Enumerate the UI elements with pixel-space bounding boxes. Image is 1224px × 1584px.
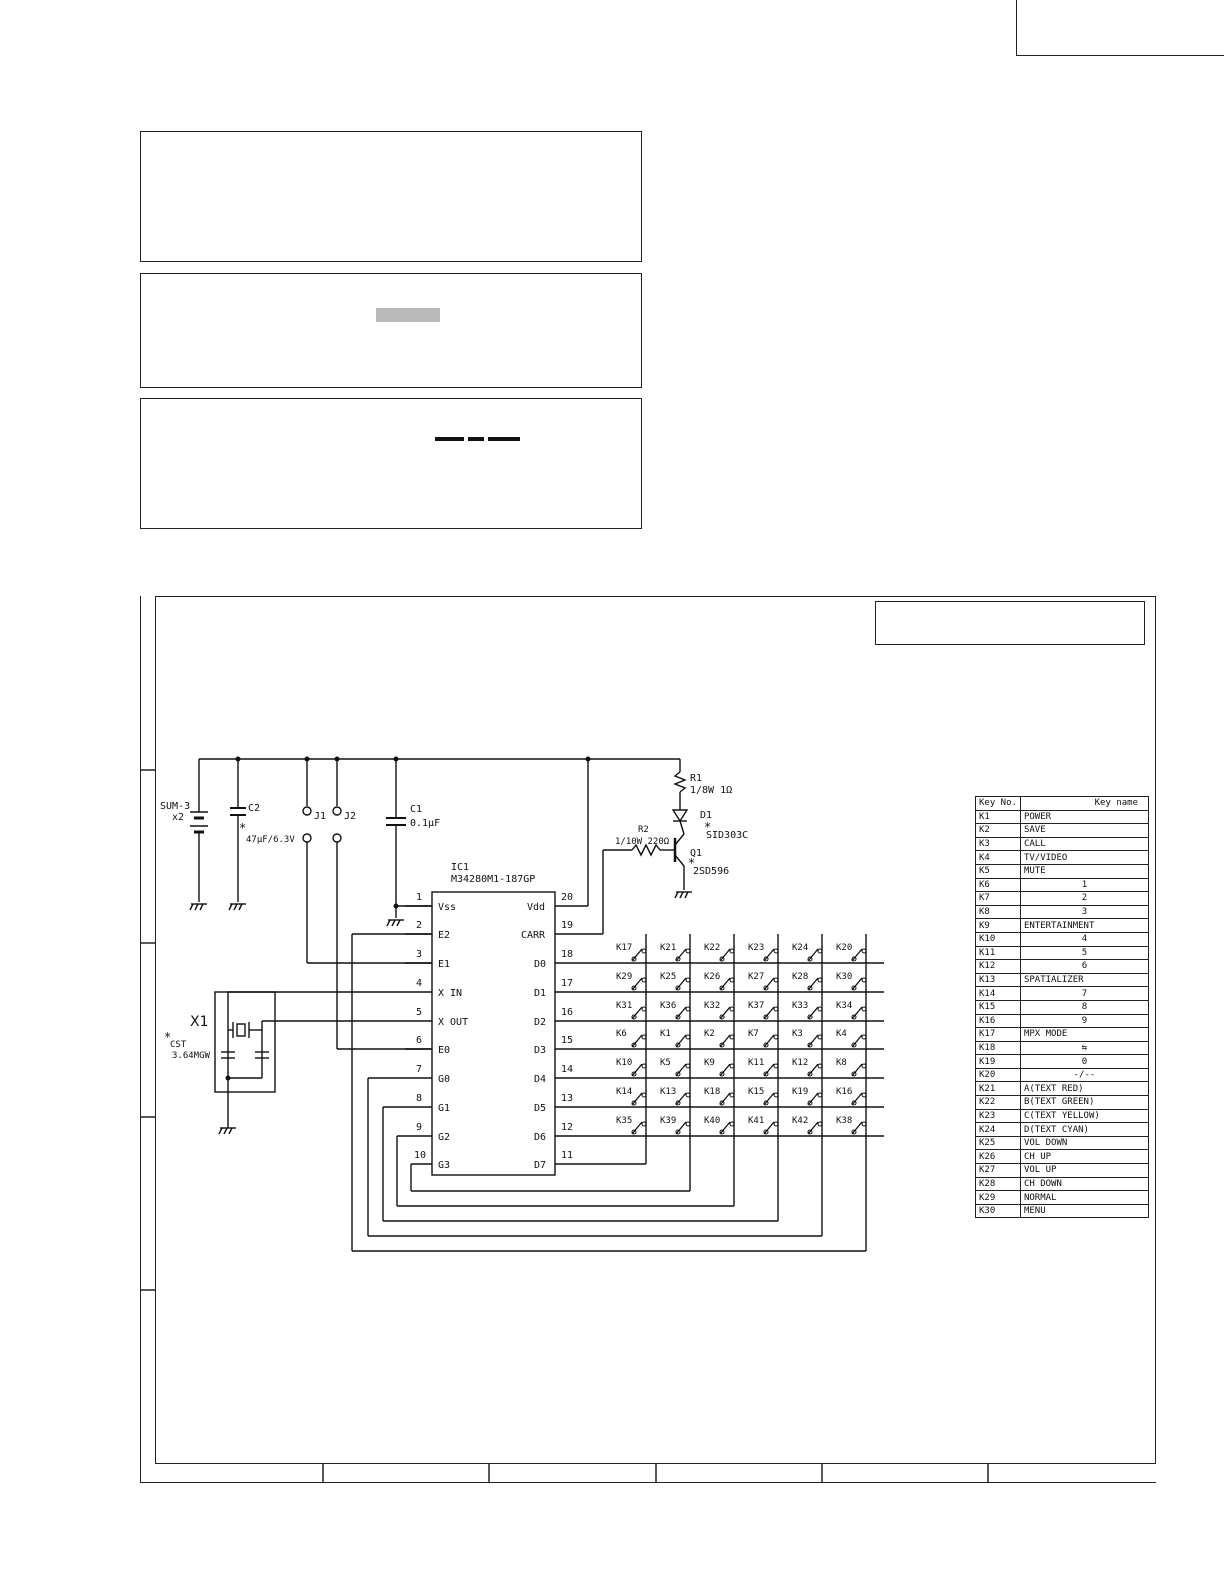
pin-num: 11	[561, 1150, 574, 1161]
d1-star: *	[704, 820, 712, 834]
pin-name: D1	[534, 988, 547, 999]
key-switch	[616, 1087, 646, 1105]
c1-value: 0.1μF	[410, 818, 441, 829]
key-switch-label: K25	[660, 972, 677, 982]
key-name: 9	[1020, 1014, 1148, 1028]
key-name: CH DOWN	[1020, 1177, 1148, 1191]
key-switch-label: K38	[836, 1116, 853, 1126]
key-switch-label: K3	[792, 1029, 803, 1039]
key-number: K5	[976, 864, 1021, 878]
pin-num: 14	[561, 1064, 574, 1075]
key-name: 7	[1020, 987, 1148, 1001]
q1-star: *	[688, 856, 696, 870]
key-switch	[704, 1029, 734, 1047]
pin-name: D2	[534, 1017, 547, 1028]
key-switch-label: K15	[748, 1087, 765, 1097]
key-switch	[836, 972, 866, 990]
pin-name: X OUT	[438, 1017, 469, 1028]
table-row	[976, 824, 1149, 838]
key-switch-label: K7	[748, 1029, 759, 1039]
key-number: K14	[976, 987, 1021, 1001]
key-switch-label: K13	[660, 1087, 677, 1097]
key-switch-label: K19	[792, 1087, 809, 1097]
x1-value: 3.64MGW	[172, 1051, 210, 1061]
key-switch-label: K11	[748, 1058, 765, 1068]
d1-part: SID303C	[706, 830, 749, 841]
j1-label: J1	[314, 811, 327, 822]
pin-name: E2	[438, 930, 451, 941]
key-switch-label: K22	[704, 943, 721, 953]
pin-num: 18	[561, 949, 574, 960]
d1-label: D1	[700, 810, 713, 821]
key-switch-label: K10	[616, 1058, 633, 1068]
key-name: 0	[1020, 1055, 1148, 1069]
key-switch-label: K2	[704, 1029, 715, 1039]
key-switch	[748, 1087, 778, 1105]
table-row	[976, 1055, 1149, 1069]
pin-num: 6	[416, 1035, 423, 1046]
key-switch	[836, 1087, 866, 1105]
key-switch-label: K5	[660, 1058, 671, 1068]
table-row	[976, 851, 1149, 865]
key-switch-label: K1	[660, 1029, 671, 1039]
table-row	[976, 1191, 1149, 1205]
key-number: K9	[976, 919, 1021, 933]
key-name: CH UP	[1020, 1150, 1148, 1164]
r1-value: 1/8W 1Ω	[690, 785, 733, 796]
key-switch-label: K16	[836, 1087, 853, 1097]
key-matrix	[616, 943, 866, 1134]
key-switch	[792, 972, 822, 990]
key-switch-label: K39	[660, 1116, 677, 1126]
r2-value: 1/10W 220Ω	[615, 837, 670, 847]
key-switch-label: K8	[836, 1058, 847, 1068]
table-row	[976, 1000, 1149, 1014]
pin-num: 5	[416, 1007, 423, 1018]
pin-num: 4	[416, 978, 423, 989]
key-switch-label: K37	[748, 1001, 765, 1011]
pin-num: 1	[416, 892, 423, 903]
pin-num: 19	[561, 920, 574, 931]
r2-label: R2	[638, 825, 649, 835]
pin-name: D5	[534, 1103, 547, 1114]
table-row	[976, 960, 1149, 974]
key-number: K11	[976, 946, 1021, 960]
key-name: VOL DOWN	[1020, 1136, 1148, 1150]
pin-num: 13	[561, 1093, 574, 1104]
key-name: POWER	[1020, 810, 1148, 824]
key-name: MPX MODE	[1020, 1028, 1148, 1042]
key-switch	[792, 1087, 822, 1105]
key-number: K12	[976, 960, 1021, 974]
key-switch	[660, 1087, 690, 1105]
table-row	[976, 1096, 1149, 1110]
table-row	[976, 1123, 1149, 1137]
key-switch-label: K4	[836, 1029, 847, 1039]
key-switch-label: K21	[660, 943, 677, 953]
key-number: K20	[976, 1068, 1021, 1082]
pin-num: 8	[416, 1093, 423, 1104]
key-switch	[792, 1058, 822, 1076]
key-number: K3	[976, 837, 1021, 851]
pin-name: D0	[534, 959, 547, 970]
key-number: K19	[976, 1055, 1021, 1069]
key-switch	[748, 1116, 778, 1134]
table-row	[976, 1068, 1149, 1082]
pin-num: 3	[416, 949, 423, 960]
table-row	[976, 864, 1149, 878]
table-row	[976, 987, 1149, 1001]
pin-num: 12	[561, 1122, 574, 1133]
key-name: B(TEXT GREEN)	[1020, 1096, 1148, 1110]
key-switch-label: K20	[836, 943, 853, 953]
pin-name: G3	[438, 1160, 451, 1171]
key-switch-label: K29	[616, 972, 633, 982]
key-switch	[616, 972, 646, 990]
c2-label: C2	[248, 803, 261, 814]
key-switch-label: K27	[748, 972, 765, 982]
key-switch-label: K32	[704, 1001, 721, 1011]
key-name: -/--	[1020, 1068, 1148, 1082]
pin-num: 17	[561, 978, 574, 989]
table-row	[976, 878, 1149, 892]
table-row	[976, 837, 1149, 851]
key-number: K8	[976, 905, 1021, 919]
key-number: K27	[976, 1164, 1021, 1178]
key-switch	[704, 972, 734, 990]
key-name: SPATIALIZER	[1020, 973, 1148, 987]
pin-num: 2	[416, 920, 423, 931]
key-switch	[704, 1116, 734, 1134]
j2-label: J2	[344, 811, 357, 822]
key-switch	[660, 1001, 690, 1019]
pin-num: 20	[561, 892, 574, 903]
key-switch-label: K28	[792, 972, 809, 982]
key-number: K17	[976, 1028, 1021, 1042]
key-name: ⇆	[1020, 1041, 1148, 1055]
key-name: MUTE	[1020, 864, 1148, 878]
key-name: A(TEXT RED)	[1020, 1082, 1148, 1096]
key-number: K26	[976, 1150, 1021, 1164]
key-switch	[836, 1029, 866, 1047]
key-number: K1	[976, 810, 1021, 824]
key-name: ENTERTAINMENT	[1020, 919, 1148, 933]
x1-part: CST	[170, 1040, 187, 1050]
key-name: MENU	[1020, 1204, 1148, 1218]
pin-name: CARR	[521, 930, 546, 941]
table-row	[976, 905, 1149, 919]
c2-star: *	[239, 821, 247, 835]
key-switch	[836, 1058, 866, 1076]
pin-num: 16	[561, 1007, 574, 1018]
pin-num: 9	[416, 1122, 423, 1133]
key-switch	[616, 1001, 646, 1019]
key-number: K13	[976, 973, 1021, 987]
key-switch	[616, 1029, 646, 1047]
pin-name: D4	[534, 1074, 547, 1085]
key-number: K22	[976, 1096, 1021, 1110]
key-number: K7	[976, 892, 1021, 906]
key-switch	[792, 943, 822, 961]
pin-num: 7	[416, 1064, 423, 1075]
key-number: K21	[976, 1082, 1021, 1096]
key-table-header	[976, 797, 1149, 811]
pin-name: G0	[438, 1074, 451, 1085]
table-row	[976, 919, 1149, 933]
key-switch-label: K31	[616, 1001, 633, 1011]
x1-label: X1	[190, 1014, 209, 1030]
key-name: NORMAL	[1020, 1191, 1148, 1205]
table-row	[976, 1014, 1149, 1028]
pin-name: D3	[534, 1045, 547, 1056]
key-name: VOL UP	[1020, 1164, 1148, 1178]
key-switch-label: K36	[660, 1001, 677, 1011]
key-number: K18	[976, 1041, 1021, 1055]
ic-part: M34280M1-187GP	[451, 874, 536, 885]
key-name: 5	[1020, 946, 1148, 960]
key-switch	[792, 1116, 822, 1134]
key-switch	[792, 1029, 822, 1047]
table-row	[976, 1150, 1149, 1164]
key-switch-label: K23	[748, 943, 765, 953]
table-row	[976, 1028, 1149, 1042]
pin-name: E0	[438, 1045, 451, 1056]
key-switch	[748, 1058, 778, 1076]
key-switch	[704, 1087, 734, 1105]
key-switch	[616, 943, 646, 961]
table-row	[976, 1109, 1149, 1123]
key-name: C(TEXT YELLOW)	[1020, 1109, 1148, 1123]
key-name: D(TEXT CYAN)	[1020, 1123, 1148, 1137]
key-switch	[748, 1029, 778, 1047]
pin-name: E1	[438, 959, 451, 970]
table-row	[976, 1177, 1149, 1191]
key-switch	[704, 1058, 734, 1076]
key-number: K30	[976, 1204, 1021, 1218]
r1-label: R1	[690, 773, 703, 784]
key-switch-label: K30	[836, 972, 853, 982]
pin-num: 10	[414, 1150, 427, 1161]
table-row	[976, 1164, 1149, 1178]
table-row	[976, 1204, 1149, 1218]
key-switch-label: K42	[792, 1116, 809, 1126]
key-name: 2	[1020, 892, 1148, 906]
table-row	[976, 892, 1149, 906]
key-switch-label: K6	[616, 1029, 627, 1039]
key-switch	[748, 972, 778, 990]
key-switch	[748, 1001, 778, 1019]
key-switch	[704, 943, 734, 961]
key-switch	[836, 1001, 866, 1019]
key-switch-label: K14	[616, 1087, 633, 1097]
pin-name: Vdd	[527, 902, 546, 913]
q1-part: 2SD596	[693, 866, 730, 877]
pin-name: D7	[534, 1160, 547, 1171]
key-switch	[704, 1001, 734, 1019]
key-number: K25	[976, 1136, 1021, 1150]
key-number: K24	[976, 1123, 1021, 1137]
key-switch-label: K41	[748, 1116, 765, 1126]
key-name: 3	[1020, 905, 1148, 919]
key-switch	[660, 972, 690, 990]
pin-name: Vss	[438, 902, 457, 913]
key-switch-label: K34	[836, 1001, 853, 1011]
key-switch-label: K17	[616, 943, 633, 953]
key-switch	[616, 1058, 646, 1076]
key-number: K28	[976, 1177, 1021, 1191]
key-switch-label: K35	[616, 1116, 633, 1126]
key-switch	[660, 1058, 690, 1076]
table-row	[976, 1136, 1149, 1150]
pin-name: D6	[534, 1132, 547, 1143]
table-row	[976, 973, 1149, 987]
key-switch-label: K12	[792, 1058, 809, 1068]
key-number: K10	[976, 932, 1021, 946]
key-name: SAVE	[1020, 824, 1148, 838]
key-number: K16	[976, 1014, 1021, 1028]
key-switch-label: K18	[704, 1087, 721, 1097]
c2-value: 47μF/6.3V	[246, 835, 295, 845]
q1-label: Q1	[690, 848, 703, 859]
key-switch	[748, 943, 778, 961]
key-number: K4	[976, 851, 1021, 865]
key-switch-label: K40	[704, 1116, 721, 1126]
c1-label: C1	[410, 804, 423, 815]
key-switch	[660, 943, 690, 961]
key-number: K2	[976, 824, 1021, 838]
ic-name: IC1	[451, 862, 470, 873]
pin-name: X IN	[438, 988, 463, 999]
key-switch	[616, 1116, 646, 1134]
table-row	[976, 932, 1149, 946]
key-name: TV/VIDEO	[1020, 851, 1148, 865]
x1-star: *	[164, 1030, 172, 1044]
pin-name: G1	[438, 1103, 451, 1114]
key-switch	[836, 943, 866, 961]
key-number: K29	[976, 1191, 1021, 1205]
pin-num: 15	[561, 1035, 574, 1046]
key-number: K23	[976, 1109, 1021, 1123]
key-name: 6	[1020, 960, 1148, 974]
table-row	[976, 946, 1149, 960]
battery-qty: x2	[172, 812, 185, 823]
key-name: CALL	[1020, 837, 1148, 851]
key-switch-label: K33	[792, 1001, 809, 1011]
table-row	[976, 810, 1149, 824]
key-switch	[836, 1116, 866, 1134]
key-table	[975, 796, 1149, 1218]
table-row	[976, 1041, 1149, 1055]
pin-name: G2	[438, 1132, 451, 1143]
key-switch	[660, 1029, 690, 1047]
key-number: K6	[976, 878, 1021, 892]
key-switch-label: K9	[704, 1058, 715, 1068]
key-name-header: Key name	[1020, 797, 1148, 811]
key-switch	[660, 1116, 690, 1134]
key-switch	[792, 1001, 822, 1019]
key-name: 4	[1020, 932, 1148, 946]
table-row	[976, 1082, 1149, 1096]
key-no-header: Key No.	[976, 797, 1021, 811]
key-switch-label: K24	[792, 943, 809, 953]
key-name: 8	[1020, 1000, 1148, 1014]
key-switch-label: K26	[704, 972, 721, 982]
key-name: 1	[1020, 878, 1148, 892]
battery-label: SUM-3	[160, 801, 191, 812]
key-number: K15	[976, 1000, 1021, 1014]
